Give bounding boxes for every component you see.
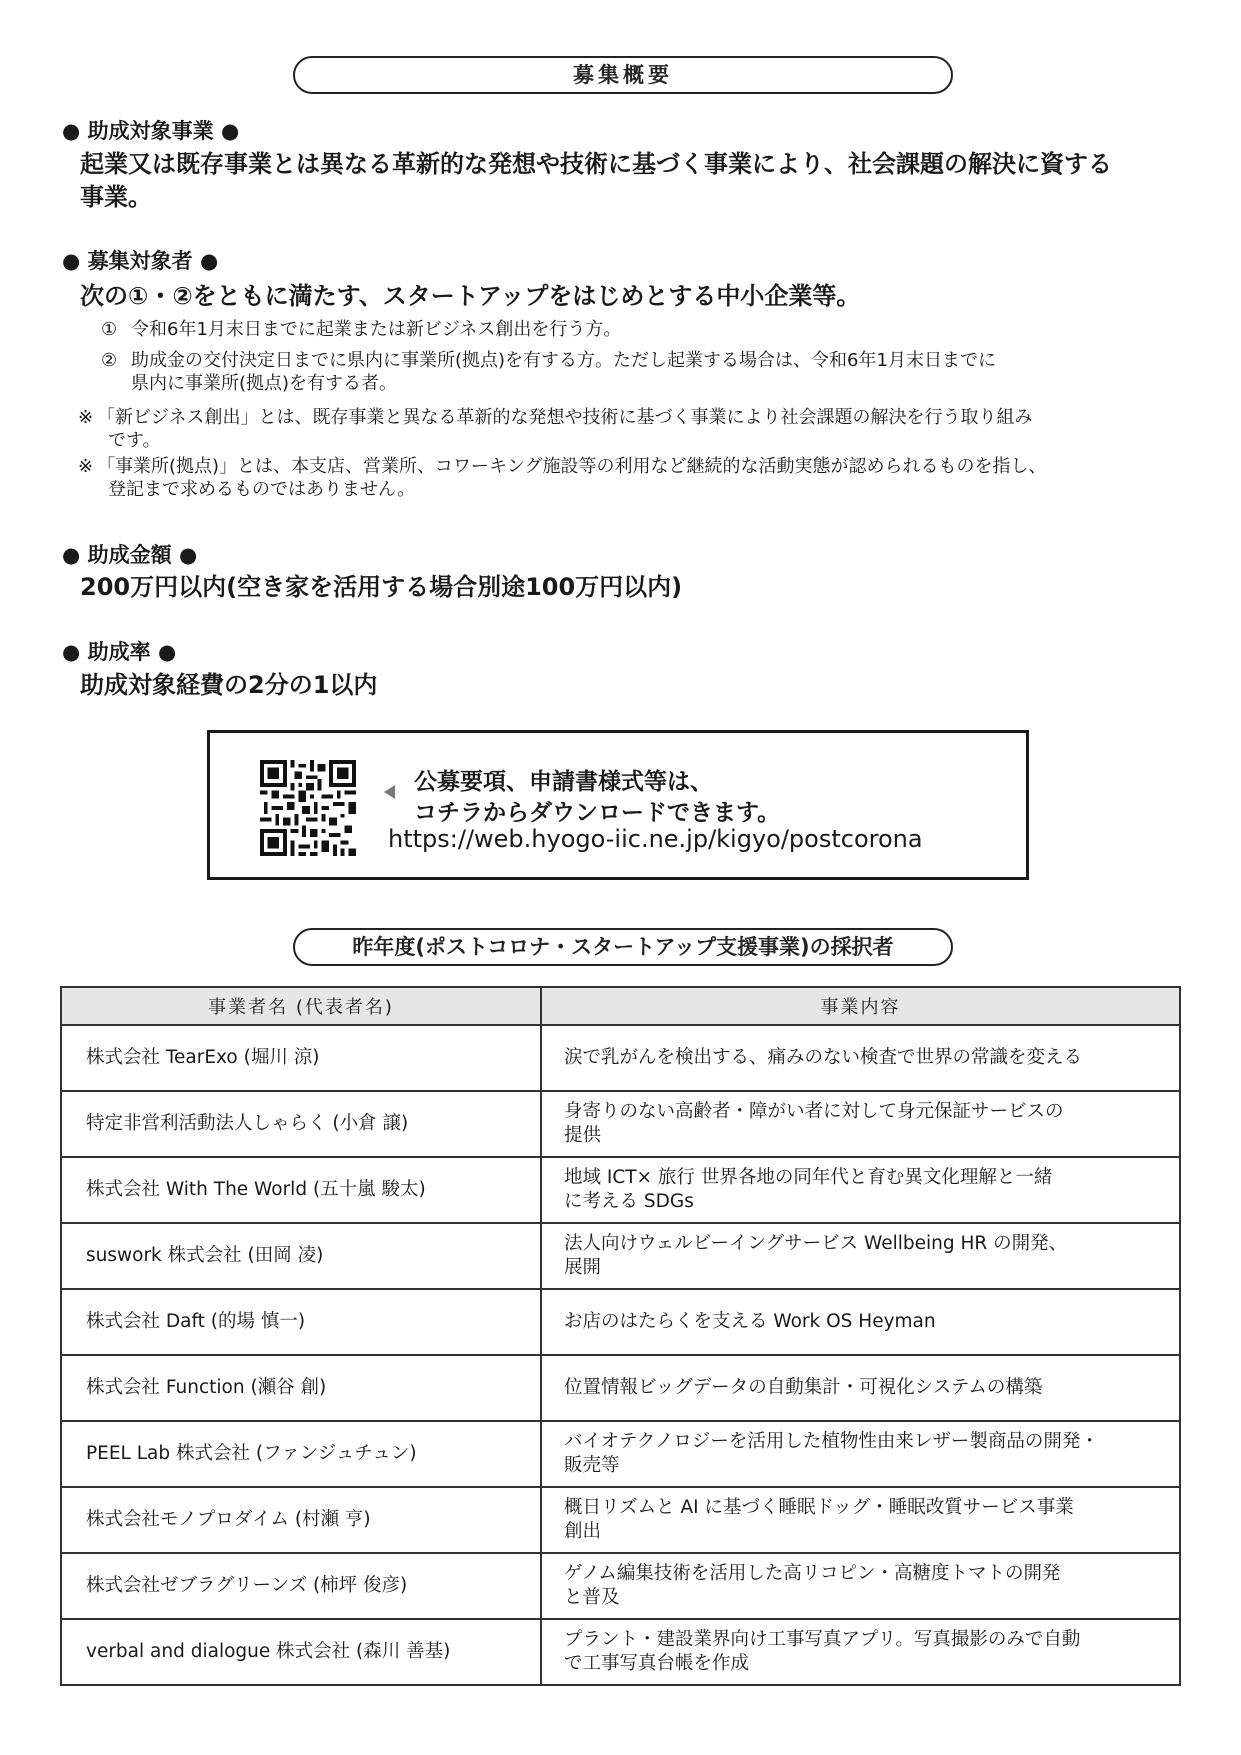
body-josei-taisho-jigyo-line2: 事業。 (80, 183, 152, 211)
adopter-content-line: 地域 ICT× 旅行 世界各地の同年代と育む異文化理解と一緒 (564, 1167, 1053, 1188)
adopter-name: 株式会社ゼブラグリーンズ (柿坪 俊彦) (61, 1553, 541, 1619)
adopter-content (541, 1553, 1180, 1619)
adopter-content-line: お店のはたらくを支える Work OS Heyman (564, 1311, 936, 1332)
heading-boshu-taishosha: ● 募集対象者 ● (62, 249, 219, 273)
adopter-content (541, 1025, 1180, 1091)
adopter-name: 株式会社モノプロダイム (村瀬 亨) (61, 1487, 541, 1553)
adopter-name: verbal and dialogue 株式会社 (森川 善基) (61, 1619, 541, 1685)
table-row (61, 1157, 1180, 1223)
table-row (61, 1355, 1180, 1421)
table-row (61, 1421, 1180, 1487)
adopter-name: 株式会社 TearExo (堀川 涼) (61, 1025, 541, 1091)
heading-josei-ritsu: ● 助成率 ● (62, 640, 177, 664)
arrow-left-icon (384, 785, 395, 799)
adopter-content-line: 法人向けウェルビーイングサービス Wellbeing HR の開発、 (564, 1233, 1068, 1254)
table-row (61, 1223, 1180, 1289)
note-2-line2: 登記まで求めるものではありません。 (108, 479, 416, 500)
table-header-row (61, 987, 1180, 1025)
adopter-content-line: 販売等 (564, 1455, 620, 1476)
qr-code-icon[interactable] (260, 760, 356, 856)
adopter-content-line: 創出 (564, 1521, 602, 1542)
download-text-line1: 公募要項、申請書様式等は、 (414, 769, 713, 795)
note-mark-1: ※ (78, 407, 94, 428)
table-row (61, 1487, 1180, 1553)
adopter-content-line: と普及 (564, 1587, 620, 1608)
adopter-content-line: に考える SDGs (564, 1191, 694, 1212)
adopter-content-line: 展開 (564, 1257, 602, 1278)
adopters-table (60, 986, 1181, 1686)
note-2-line1: 「事業所(拠点)」とは、本支店、営業所、コワーキング施設等の利用など継続的な活動実態が認められるものを指し、 (97, 456, 1047, 477)
table-row (61, 1619, 1180, 1685)
condition-2-line1: 助成金の交付決定日までに県内に事業所(拠点)を有する方。ただし起業する場合は、令和6年1月末日までに (131, 350, 996, 371)
download-url-link[interactable]: https://web.hyogo-iic.ne.jp/kigyo/postcorona (388, 825, 923, 853)
body-boshu-taishosha: 次の①・②をともに満たす、スタートアップをはじめとする中小企業等。 (80, 282, 861, 310)
table-row (61, 1289, 1180, 1355)
adopter-content (541, 1619, 1180, 1685)
adopter-name: 株式会社 Function (瀬谷 創) (61, 1355, 541, 1421)
adopter-content-line: 位置情報ビッグデータの自動集計・可視化システムの構築 (564, 1377, 1043, 1398)
heading-josei-kingaku: ● 助成金額 ● (62, 543, 198, 567)
adopter-content (541, 1421, 1180, 1487)
adopter-name: 特定非営利活動法人しゃらく (小倉 譲) (61, 1091, 541, 1157)
adopter-content (541, 1091, 1180, 1157)
adopter-name: PEEL Lab 株式会社 (ファンジュチュン) (61, 1421, 541, 1487)
condition-1-line1: 令和6年1月末日までに起業または新ビジネス創出を行う方。 (131, 319, 622, 340)
download-text-line2: コチラからダウンロードできます。 (414, 800, 781, 826)
adopter-content-line: 涙で乳がんを検出する、痛みのない検査で世界の常識を変える (564, 1047, 1083, 1068)
note-1-line1: 「新ビジネス創出」とは、既存事業と異なる革新的な発想や技術に基づく事業により社会課題の解決を行う取り組み (97, 407, 1033, 428)
adopter-content-line: 身寄りのない高齢者・障がい者に対して身元保証サービスの (564, 1101, 1064, 1122)
table-row (61, 1091, 1180, 1157)
column-header-name: 事業者名 (代表者名) (61, 987, 541, 1025)
table-row (61, 1553, 1180, 1619)
table-row (61, 1025, 1180, 1091)
adopter-content-line: 概日リズムと AI に基づく睡眠ドッグ・睡眠改質サービス事業 (564, 1497, 1074, 1518)
column-header-content: 事業内容 (541, 987, 1180, 1025)
section-title-adopters: 昨年度(ポストコロナ・スタートアップ支援事業)の採択者 (293, 928, 953, 966)
condition-mark-2: ② (101, 350, 118, 371)
adopter-content-line: バイオテクノロジーを活用した植物性由来レザー製商品の開発・ (564, 1431, 1099, 1452)
adopter-content (541, 1487, 1180, 1553)
adopter-content (541, 1157, 1180, 1223)
download-info-box (207, 730, 1029, 880)
body-josei-taisho-jigyo-line1: 起業又は既存事業とは異なる革新的な発想や技術に基づく事業により、社会課題の解決に資する (80, 150, 1112, 178)
adopter-content (541, 1355, 1180, 1421)
adopter-content-line: ゲノム編集技術を活用した高リコピン・高糖度トマトの開発 (564, 1563, 1061, 1584)
body-josei-kingaku: 200万円以内(空き家を活用する場合別途100万円以内) (80, 573, 683, 601)
section-title-boshu-gaiyo: 募集概要 (293, 56, 953, 94)
condition-2-line2: 県内に事業所(拠点)を有する者。 (131, 373, 398, 394)
condition-mark-1: ① (101, 319, 118, 340)
note-mark-2: ※ (78, 456, 94, 477)
adopter-content-line: プラント・建設業界向け工事写真アプリ。写真撮影のみで自動 (564, 1629, 1081, 1650)
adopter-content (541, 1289, 1180, 1355)
body-josei-ritsu: 助成対象経費の2分の1以内 (80, 671, 378, 699)
adopter-content-line: 提供 (564, 1125, 602, 1146)
heading-josei-taisho-jigyo: ● 助成対象事業 ● (62, 119, 240, 143)
adopter-name: 株式会社 Daft (的場 慎一) (61, 1289, 541, 1355)
adopter-content (541, 1223, 1180, 1289)
adopter-content-line: で工事写真台帳を作成 (564, 1653, 750, 1674)
adopter-name: suswork 株式会社 (田岡 凌) (61, 1223, 541, 1289)
adopter-name: 株式会社 With The World (五十嵐 駿太) (61, 1157, 541, 1223)
note-1-line2: です。 (108, 430, 161, 451)
